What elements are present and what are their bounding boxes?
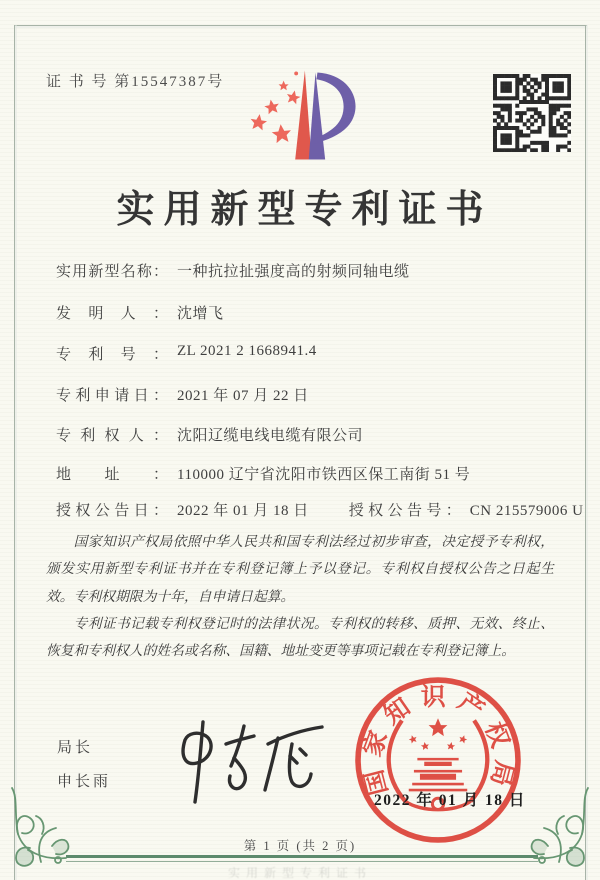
certificate-title: 实用新型专利证书 bbox=[116, 189, 493, 231]
field-value: 沈增飞 bbox=[177, 306, 224, 322]
field-label: 专利权人： bbox=[56, 428, 168, 444]
next-page-bleed-text: 实用新型专利证书 bbox=[227, 866, 372, 880]
field-label: 授权公告号： bbox=[348, 503, 461, 519]
official-seal-icon bbox=[352, 674, 524, 846]
paragraph-grant: 国家知识产权局依照中华人民共和国专利法经过初步审查，决定授予专利权，颁发实用新型专利证书并在专利登记簿上予以登记。专利权自授权公告之日起生效。专利权期限为十年，自申请日起算。 bbox=[46, 534, 554, 604]
page-border-top bbox=[14, 25, 587, 26]
legal-text bbox=[46, 528, 554, 665]
p-monogram-icon bbox=[309, 72, 356, 159]
qr-code bbox=[493, 74, 571, 152]
field-row-inventor bbox=[56, 302, 224, 323]
page-number: 第 1 页 (共 2 页) bbox=[243, 839, 357, 853]
signature-icon bbox=[162, 714, 337, 812]
field-value: 2022 年 01 月 18 日 bbox=[177, 503, 309, 519]
seal-arc-text: 国家知识产权局 bbox=[358, 684, 518, 798]
field-label: 专利号： bbox=[56, 347, 168, 363]
field-row-address bbox=[56, 463, 470, 484]
paragraph-register: 专利证书记载专利权登记时的法律状况。专利权的转移、质押、无效、终止、恢复和专利权人的姓名或名称、国籍、地址变更等事项记载在专利登记簿上。 bbox=[46, 615, 554, 659]
field-row-patentee bbox=[56, 424, 363, 445]
field-value: 沈阳辽缆电线电缆有限公司 bbox=[177, 428, 364, 444]
bottom-border-rule-thin bbox=[66, 861, 538, 862]
field-row-grant bbox=[56, 499, 583, 520]
director-title: 局长 bbox=[57, 740, 94, 756]
page-border-right bbox=[585, 25, 586, 880]
cnipa-logo-icon bbox=[243, 64, 359, 166]
field-value: CN 215579006 U bbox=[469, 503, 584, 519]
field-value: 110000 辽宁省沈阳市铁西区保工南街 51 号 bbox=[177, 467, 471, 483]
spike-icon bbox=[295, 71, 311, 160]
corner-flourish-left-icon bbox=[8, 786, 70, 872]
field-label: 专利申请日： bbox=[56, 388, 168, 404]
field-value: ZL 2021 2 1668941.4 bbox=[177, 343, 317, 359]
stars-icon bbox=[249, 72, 301, 144]
field-label: 发明人： bbox=[56, 306, 168, 322]
field-label: 地址： bbox=[56, 467, 168, 483]
page-border-left bbox=[14, 25, 15, 880]
field-row-patent-no bbox=[56, 343, 317, 364]
field-label: 实用新型名称： bbox=[56, 264, 168, 280]
field-row-filing-date bbox=[56, 384, 309, 405]
corner-flourish-right-icon bbox=[530, 786, 592, 872]
field-label: 授权公告日： bbox=[56, 503, 168, 519]
seal-date: 2022 年 01 月 18 日 bbox=[374, 792, 526, 809]
director-name: 申长雨 bbox=[57, 774, 112, 790]
bottom-border-rule bbox=[66, 855, 538, 858]
field-value: 一种抗拉扯强度高的射频同轴电缆 bbox=[177, 264, 410, 280]
field-row-name bbox=[56, 260, 410, 281]
field-value: 2021 年 07 月 22 日 bbox=[177, 388, 309, 404]
certificate-number: 证 书 号 第15547387号 bbox=[46, 74, 225, 90]
